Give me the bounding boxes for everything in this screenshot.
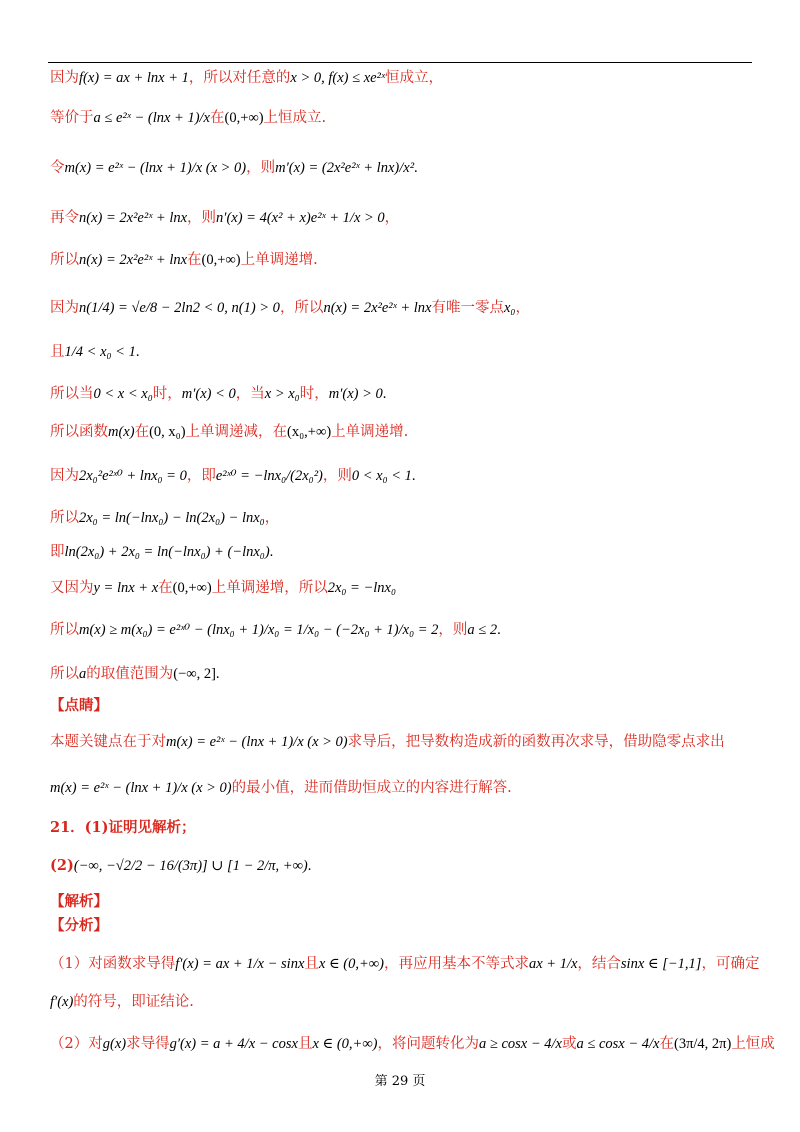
text-segment: ，则 bbox=[187, 210, 217, 226]
math-expression: 2x₀²e²ˣ⁰ + lnx₀ = 0 bbox=[79, 468, 187, 484]
text-segment: ，将问题转化为 bbox=[377, 1036, 480, 1052]
math-expression: n(1/4) = √e/8 − 2ln2 < 0, n(1) > 0 bbox=[79, 300, 280, 316]
text-segment: ，所以 bbox=[279, 300, 324, 316]
math-expression: x > 0, f(x) ≤ xe²ˣ bbox=[290, 70, 386, 86]
math-expression: n(x) = 2x²e²ˣ + lnx bbox=[79, 210, 188, 226]
text-segment: ，当 bbox=[235, 386, 265, 402]
math-expression: . bbox=[215, 666, 220, 682]
text-segment: 即 bbox=[50, 544, 65, 560]
text-line-11 bbox=[50, 508, 279, 528]
text-line-18 bbox=[50, 778, 512, 798]
math-expression: sinx ∈ [−1,1] bbox=[620, 956, 702, 972]
text-segment: 上单调递增. bbox=[331, 424, 409, 440]
text-segment: 上恒成 bbox=[731, 1036, 775, 1052]
text-segment: ，结合 bbox=[577, 956, 621, 972]
text-line-25 bbox=[50, 1034, 775, 1054]
header-rule bbox=[48, 62, 752, 63]
text-segment: ，可确定 bbox=[701, 956, 760, 972]
text-segment: 等价于 bbox=[50, 110, 94, 126]
math-expression: (0,+∞) bbox=[201, 252, 241, 268]
text-segment: ， bbox=[515, 300, 530, 316]
text-segment: （1）对函数求导得 bbox=[50, 956, 176, 972]
text-segment: 所以 bbox=[50, 252, 79, 268]
math-expression: x₀ bbox=[503, 300, 516, 316]
text-line-5 bbox=[50, 250, 318, 270]
math-expression: a bbox=[79, 666, 87, 682]
text-line-1 bbox=[50, 68, 443, 88]
math-expression: m(x) = e²ˣ − (lnx + 1)/x (x > 0) bbox=[50, 780, 232, 796]
text-segment: 在 bbox=[659, 1036, 674, 1052]
text-segment: 且 bbox=[304, 956, 319, 972]
math-expression: x ∈ (0,+∞) bbox=[312, 1036, 378, 1052]
math-expression: m(x) bbox=[108, 424, 135, 440]
math-expression: f′(x) bbox=[50, 994, 74, 1010]
math-expression: . bbox=[135, 344, 140, 360]
text-segment: ，即 bbox=[186, 468, 216, 484]
text-line-17 bbox=[50, 732, 725, 752]
text-segment: 且 bbox=[297, 1036, 313, 1052]
text-line-22 bbox=[50, 916, 108, 936]
text-segment: 有唯一零点 bbox=[431, 300, 504, 316]
text-line-9 bbox=[50, 422, 408, 442]
text-line-6 bbox=[50, 298, 530, 318]
text-segment: ，所以对任意的 bbox=[188, 70, 291, 86]
text-line-15 bbox=[50, 664, 220, 684]
math-expression: (0,+∞) bbox=[172, 580, 212, 596]
math-expression: n′(x) = 4(x² + x)e²ˣ + 1/x > 0 bbox=[216, 210, 385, 226]
text-segment: ， bbox=[384, 210, 400, 226]
text-segment: 【点睛】 bbox=[50, 697, 108, 714]
math-expression: a ≤ cosx − 4/x bbox=[576, 1036, 660, 1052]
math-expression: (0, x₀) bbox=[149, 424, 186, 440]
text-segment: 上单调递减，在 bbox=[185, 424, 288, 440]
text-segment: 上单调递增，所以 bbox=[211, 580, 328, 596]
math-expression: x > x₀ bbox=[264, 386, 300, 402]
math-expression: a ≤ 2 bbox=[467, 622, 498, 638]
text-line-12 bbox=[50, 542, 273, 562]
math-expression: n(x) = 2x²e²ˣ + lnx bbox=[79, 252, 188, 268]
math-expression: m′(x) < 0 bbox=[181, 386, 236, 402]
text-segment: 在 bbox=[134, 424, 150, 440]
math-expression: . bbox=[269, 544, 274, 560]
text-segment: 21．(1)证明见解析； bbox=[50, 819, 196, 836]
text-line-4 bbox=[50, 208, 399, 228]
text-segment: 上恒成立. bbox=[263, 110, 327, 126]
text-segment: 求导后，把导数构造成新的函数再次求导，借助隐零点求出 bbox=[347, 734, 725, 750]
text-segment: 的符号，即证结论. bbox=[73, 994, 194, 1010]
text-segment: 【解析】 bbox=[50, 893, 108, 910]
text-segment: 因为 bbox=[50, 468, 79, 484]
text-segment: 因为 bbox=[50, 70, 79, 86]
text-segment: 再令 bbox=[50, 210, 79, 226]
math-expression: f(x) = ax + lnx + 1 bbox=[79, 70, 189, 86]
math-expression: e²ˣ⁰ = −lnx₀/(2x₀²) bbox=[215, 468, 323, 484]
text-segment: 所以 bbox=[50, 510, 79, 526]
math-expression: a ≤ e²ˣ − (lnx + 1)/x bbox=[93, 110, 210, 126]
math-expression: . bbox=[414, 160, 418, 176]
text-segment: 且 bbox=[50, 344, 65, 360]
text-segment: ，则 bbox=[322, 468, 352, 484]
text-line-2 bbox=[50, 108, 326, 128]
text-segment: 在 bbox=[187, 252, 202, 268]
text-segment: 在 bbox=[210, 110, 225, 126]
text-segment: 所以 bbox=[50, 622, 79, 638]
math-expression: (0,+∞) bbox=[224, 110, 264, 126]
math-expression: 0 < x < x₀ bbox=[93, 386, 153, 402]
math-expression: (3π/4, 2π) bbox=[673, 1036, 732, 1052]
math-expression: y = lnx + x bbox=[93, 580, 159, 596]
text-line-13 bbox=[50, 578, 396, 598]
text-segment: 因为 bbox=[50, 300, 79, 316]
math-expression: . bbox=[382, 386, 387, 402]
text-segment: 令 bbox=[50, 160, 65, 176]
text-line-19 bbox=[50, 818, 196, 838]
page-number: 第 29 页 bbox=[374, 1074, 426, 1089]
math-expression: (x₀,+∞) bbox=[287, 424, 332, 440]
text-segment: 所以函数 bbox=[50, 424, 108, 440]
text-segment: 的最小值，进而借助恒成立的内容进行解答. bbox=[231, 780, 512, 796]
text-line-3 bbox=[50, 158, 418, 178]
text-segment: 上单调递增. bbox=[240, 252, 318, 268]
math-expression: m(x) ≥ m(x₀) = e²ˣ⁰ − (lnx₀ + 1)/x₀ = 1/x₀ − (−2x₀ + 1)/x₀ = 2 bbox=[79, 622, 439, 638]
text-segment: 时， bbox=[299, 386, 329, 402]
math-expression: g(x) bbox=[102, 1036, 127, 1052]
math-expression: 2x₀ = ln(−lnx₀) − ln(2x₀) − lnx₀ bbox=[79, 510, 265, 526]
text-line-8 bbox=[50, 384, 386, 404]
text-segment: 时， bbox=[152, 386, 182, 402]
text-segment: 恒成立， bbox=[385, 70, 444, 86]
math-expression: (−∞, −√2/2 − 16/(3π)] ∪ [1 − 2/π, +∞) bbox=[73, 858, 308, 874]
math-expression: . bbox=[411, 468, 416, 484]
text-line-21 bbox=[50, 892, 108, 912]
text-segment: (2) bbox=[50, 857, 74, 874]
math-expression: m(x) = e²ˣ − (lnx + 1)/x (x > 0) bbox=[64, 160, 247, 176]
text-segment: 的取值范围为 bbox=[86, 666, 174, 682]
math-expression: f′(x) = ax + 1/x − sinx bbox=[175, 956, 305, 972]
math-expression: n(x) = 2x²e²ˣ + lnx bbox=[323, 300, 432, 316]
text-segment: 或 bbox=[562, 1036, 577, 1052]
math-expression: 2x₀ = −lnx₀ bbox=[327, 580, 397, 596]
text-segment: 在 bbox=[158, 580, 173, 596]
text-segment: ，再应用基本不等式求 bbox=[383, 956, 529, 972]
text-line-20 bbox=[50, 856, 311, 876]
text-segment: 所以 bbox=[50, 666, 79, 682]
math-expression: . bbox=[307, 858, 312, 874]
math-expression: m(x) = e²ˣ − (lnx + 1)/x (x > 0) bbox=[166, 734, 348, 750]
text-line-7 bbox=[50, 342, 139, 362]
math-expression: m′(x) = (2x²e²ˣ + lnx)/x² bbox=[275, 160, 415, 176]
text-line-23 bbox=[50, 954, 759, 974]
text-segment: 【分析】 bbox=[50, 917, 108, 934]
text-segment: ，则 bbox=[246, 160, 276, 176]
text-segment: ， bbox=[264, 510, 280, 526]
math-expression: 0 < x₀ < 1 bbox=[351, 468, 412, 484]
text-line-14 bbox=[50, 620, 501, 640]
text-segment: ，则 bbox=[438, 622, 468, 638]
math-expression: (−∞, 2] bbox=[173, 666, 216, 682]
math-expression: g′(x) = a + 4/x − cosx bbox=[169, 1036, 298, 1052]
text-segment: 又因为 bbox=[50, 580, 94, 596]
text-segment: 本题关键点在于对 bbox=[50, 734, 166, 750]
text-segment: （2）对 bbox=[50, 1036, 103, 1052]
math-expression: m′(x) > 0 bbox=[328, 386, 383, 402]
math-expression: . bbox=[497, 622, 501, 638]
math-expression: 1/4 < x₀ < 1 bbox=[64, 344, 136, 360]
math-expression: ln(2x₀) + 2x₀ = ln(−lnx₀) + (−lnx₀) bbox=[64, 544, 270, 560]
math-expression: ax + 1/x bbox=[528, 956, 578, 972]
text-segment: 求导得 bbox=[126, 1036, 170, 1052]
math-expression: x ∈ (0,+∞) bbox=[318, 956, 384, 972]
math-expression: a ≥ cosx − 4/x bbox=[479, 1036, 562, 1052]
text-line-16 bbox=[50, 696, 108, 716]
text-line-24 bbox=[50, 992, 194, 1012]
text-line-10 bbox=[50, 466, 416, 486]
text-segment: 所以当 bbox=[50, 386, 94, 402]
